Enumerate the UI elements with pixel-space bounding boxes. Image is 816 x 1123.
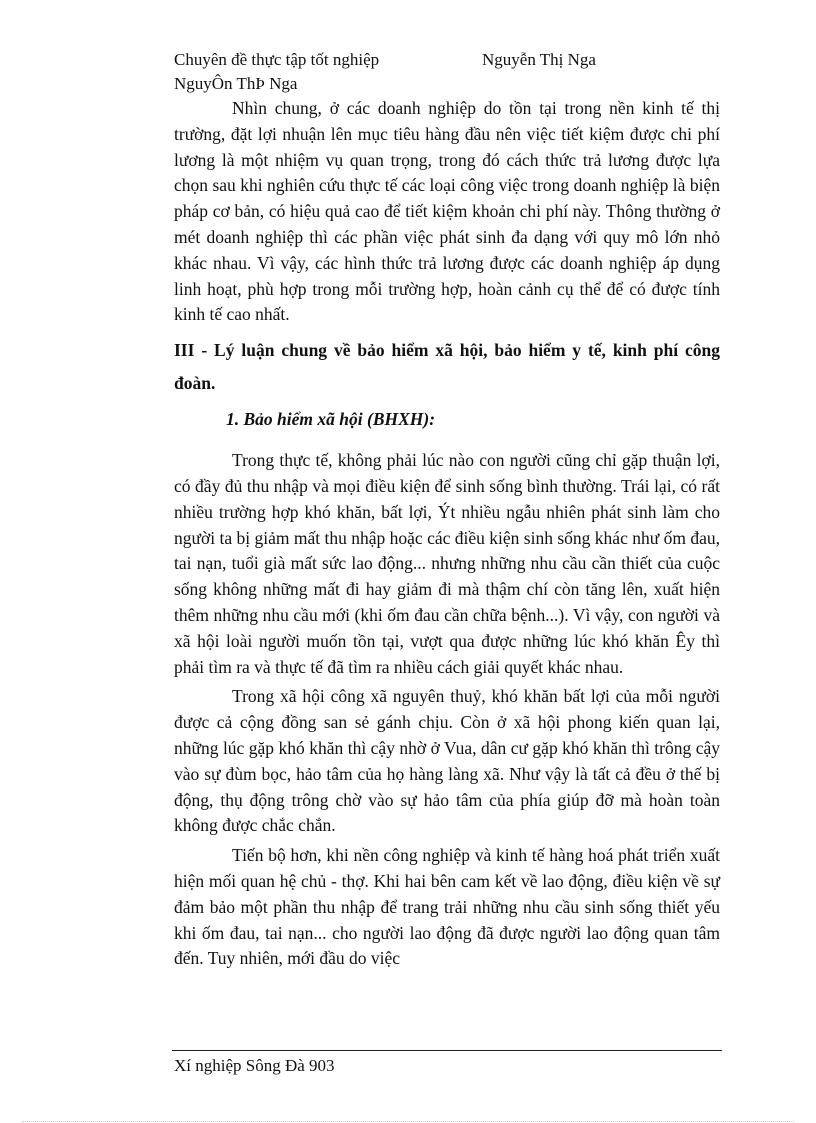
header-author: Nguyễn Thị Nga <box>482 50 596 69</box>
footer-divider <box>172 1050 722 1051</box>
page-header <box>174 48 734 96</box>
paragraph-bhxh-3: Tiến bộ hơn, khi nền công nghiệp và kinh tế hàng hoá phát triển xuất hiện mối quan hệ chủ - thợ. Khi hai bên cam kết về lao động, điều kiện về sự đảm bảo một phần thu nhập để trang trải những nhu cầu sinh sống thiết yếu khi ốm đau, tai nạn... cho người lao động đã được người lao động quan tâm đến. Tuy nhiên, mới đầu do việc <box>174 845 720 969</box>
paragraph-intro: Nhìn chung, ở các doanh nghiệp do tồn tại trong nền kinh tế thị trường, đặt lợi nhuận lên mục tiêu hàng đầu nên việc tiết kiệm được chi phí lương là một nhiệm vụ quan trọng, trong đó cách thức trả lương được lựa chọn sau khi nghiên cứu thực tế các loại công việc trong doanh nghiệp là biện pháp cơ bản, có hiệu quả cao để tiết kiệm khoản chi phí này. Thông thường ở mét doanh nghiệp thì các phần việc phát sinh đa dạng với quy mô lớn nhỏ khác nhau. Vì vậy, các hình thức trả lương được các doanh nghiệp áp dụng linh hoạt, phù hợp trong mỗi trường hợp, hoàn cảnh cụ thể để có được tính kinh tế cao nhất. <box>174 98 720 325</box>
section-heading: III - Lý luận chung về bảo hiểm xã hội, bảo hiểm y tế, kinh phí công đoàn. <box>174 340 720 394</box>
page-footer: Xí nghiệp Sông Đà 903 <box>174 1056 335 1075</box>
header-title: Chuyên đề thực tập tốt nghiệp <box>174 50 380 69</box>
paragraph-bhxh-1: Trong thực tế, không phải lúc nào con người cũng chỉ gặp thuận lợi, có đầy đủ thu nhập và mọi điều kiện để sinh sống bình thường. Trái lại, có rất nhiều trường hợp khó khăn, bất lợi, Ýt nhiều ngẫu nhiên phát sinh làm cho người ta bị giảm mất thu nhập hoặc các điều kiện sinh sống khác như ốm đau, tai nạn, tuổi già mất sức lao động... nhưng những nhu cầu cần thiết của cuộc sống không những mất đi hay giảm đi mà thậm chí còn tăng lên, xuất hiện thêm những nhu cầu mới (khi ốm đau cần chữa bệnh...). Vì vậy, con người và xã hội loài người muốn tồn tại, vượt qua được những lúc khó khăn Êy thì phải tìm ra và thực tế đã tìm ra nhiều cách giải quyết khác nhau. <box>174 450 720 677</box>
page-bottom-edge <box>22 1121 794 1122</box>
header-author-alt: NguyÔn ThÞ Nga <box>174 74 298 93</box>
document-body <box>174 96 720 972</box>
subsection-heading: 1. Bảo hiểm xã hội (BHXH): <box>226 409 436 430</box>
header-row <box>174 48 734 72</box>
paragraph-bhxh-2: Trong xã hội công xã nguyên thuỷ, khó khăn bất lợi của mỗi người được cả cộng đồng san sẻ gánh chịu. Còn ở xã hội phong kiến quan lại, những lúc gặp khó khăn thì cậy nhờ ở Vua, dân cư gặp khó khăn thì trông cậy vào sự đùm bọc, hảo tâm của họ hàng làng xã. Như vậy là tất cả đều ở thế bị động, thụ động trông chờ vào sự hảo tâm của phía giúp đỡ mà hoàn toàn không được chắc chắn. <box>174 686 720 836</box>
